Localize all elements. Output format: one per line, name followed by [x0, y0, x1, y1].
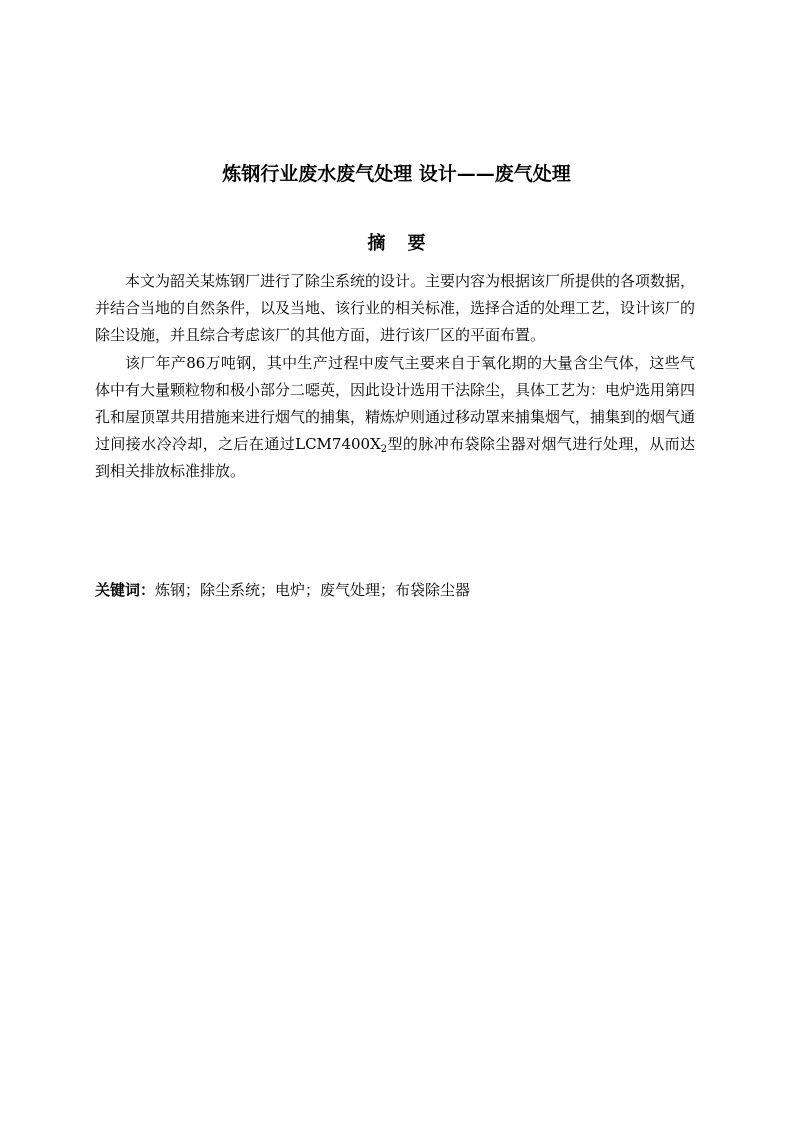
paragraph-2-text-after-model: 型的脉冲布袋除尘器对烟气进行处理，从而达到相关排放标准排放。	[95, 435, 695, 481]
paragraph-2-text-before-model: 该厂年产86万吨钢，其中生产过程中废气主要来自于氧化期的大量含尘气体，这些气体中有大量颗粒物和极小部分二噁英，因此设计选用干法除尘，具体工艺为：电炉选用第四孔和屋顶罩共用措施来进行烟气的捕集，精炼炉则通过移动罩来捕集烟气，捕集到的烟气通过间接水冷冷却，之后在通过	[95, 353, 696, 454]
keywords-label: 关键词：	[95, 581, 156, 599]
model-number: LCM7400X	[295, 435, 381, 454]
abstract-paragraph-1: 本文为韶关某炼钢厂进行了除尘系统的设计。主要内容为根据该厂所提供的各项数据，并结合当地的自然条件，以及当地、该行业的相关标准，选择合适的处理工艺，设计该厂的除尘设施，并且综合考虑该厂的其他方面，进行该厂区的平面布置。	[95, 272, 696, 345]
abstract-paragraph-2	[95, 350, 695, 486]
abstract-body	[95, 268, 695, 486]
keywords-value: 炼钢；除尘系统；电炉；废气处理；布袋除尘器	[155, 581, 471, 599]
abstract-heading: 摘要	[367, 233, 448, 254]
model-number-subscript: 2	[380, 444, 388, 456]
keywords-line	[95, 577, 695, 604]
document-title: 炼钢行业废水废气处理 设计——废气处理	[222, 163, 571, 185]
